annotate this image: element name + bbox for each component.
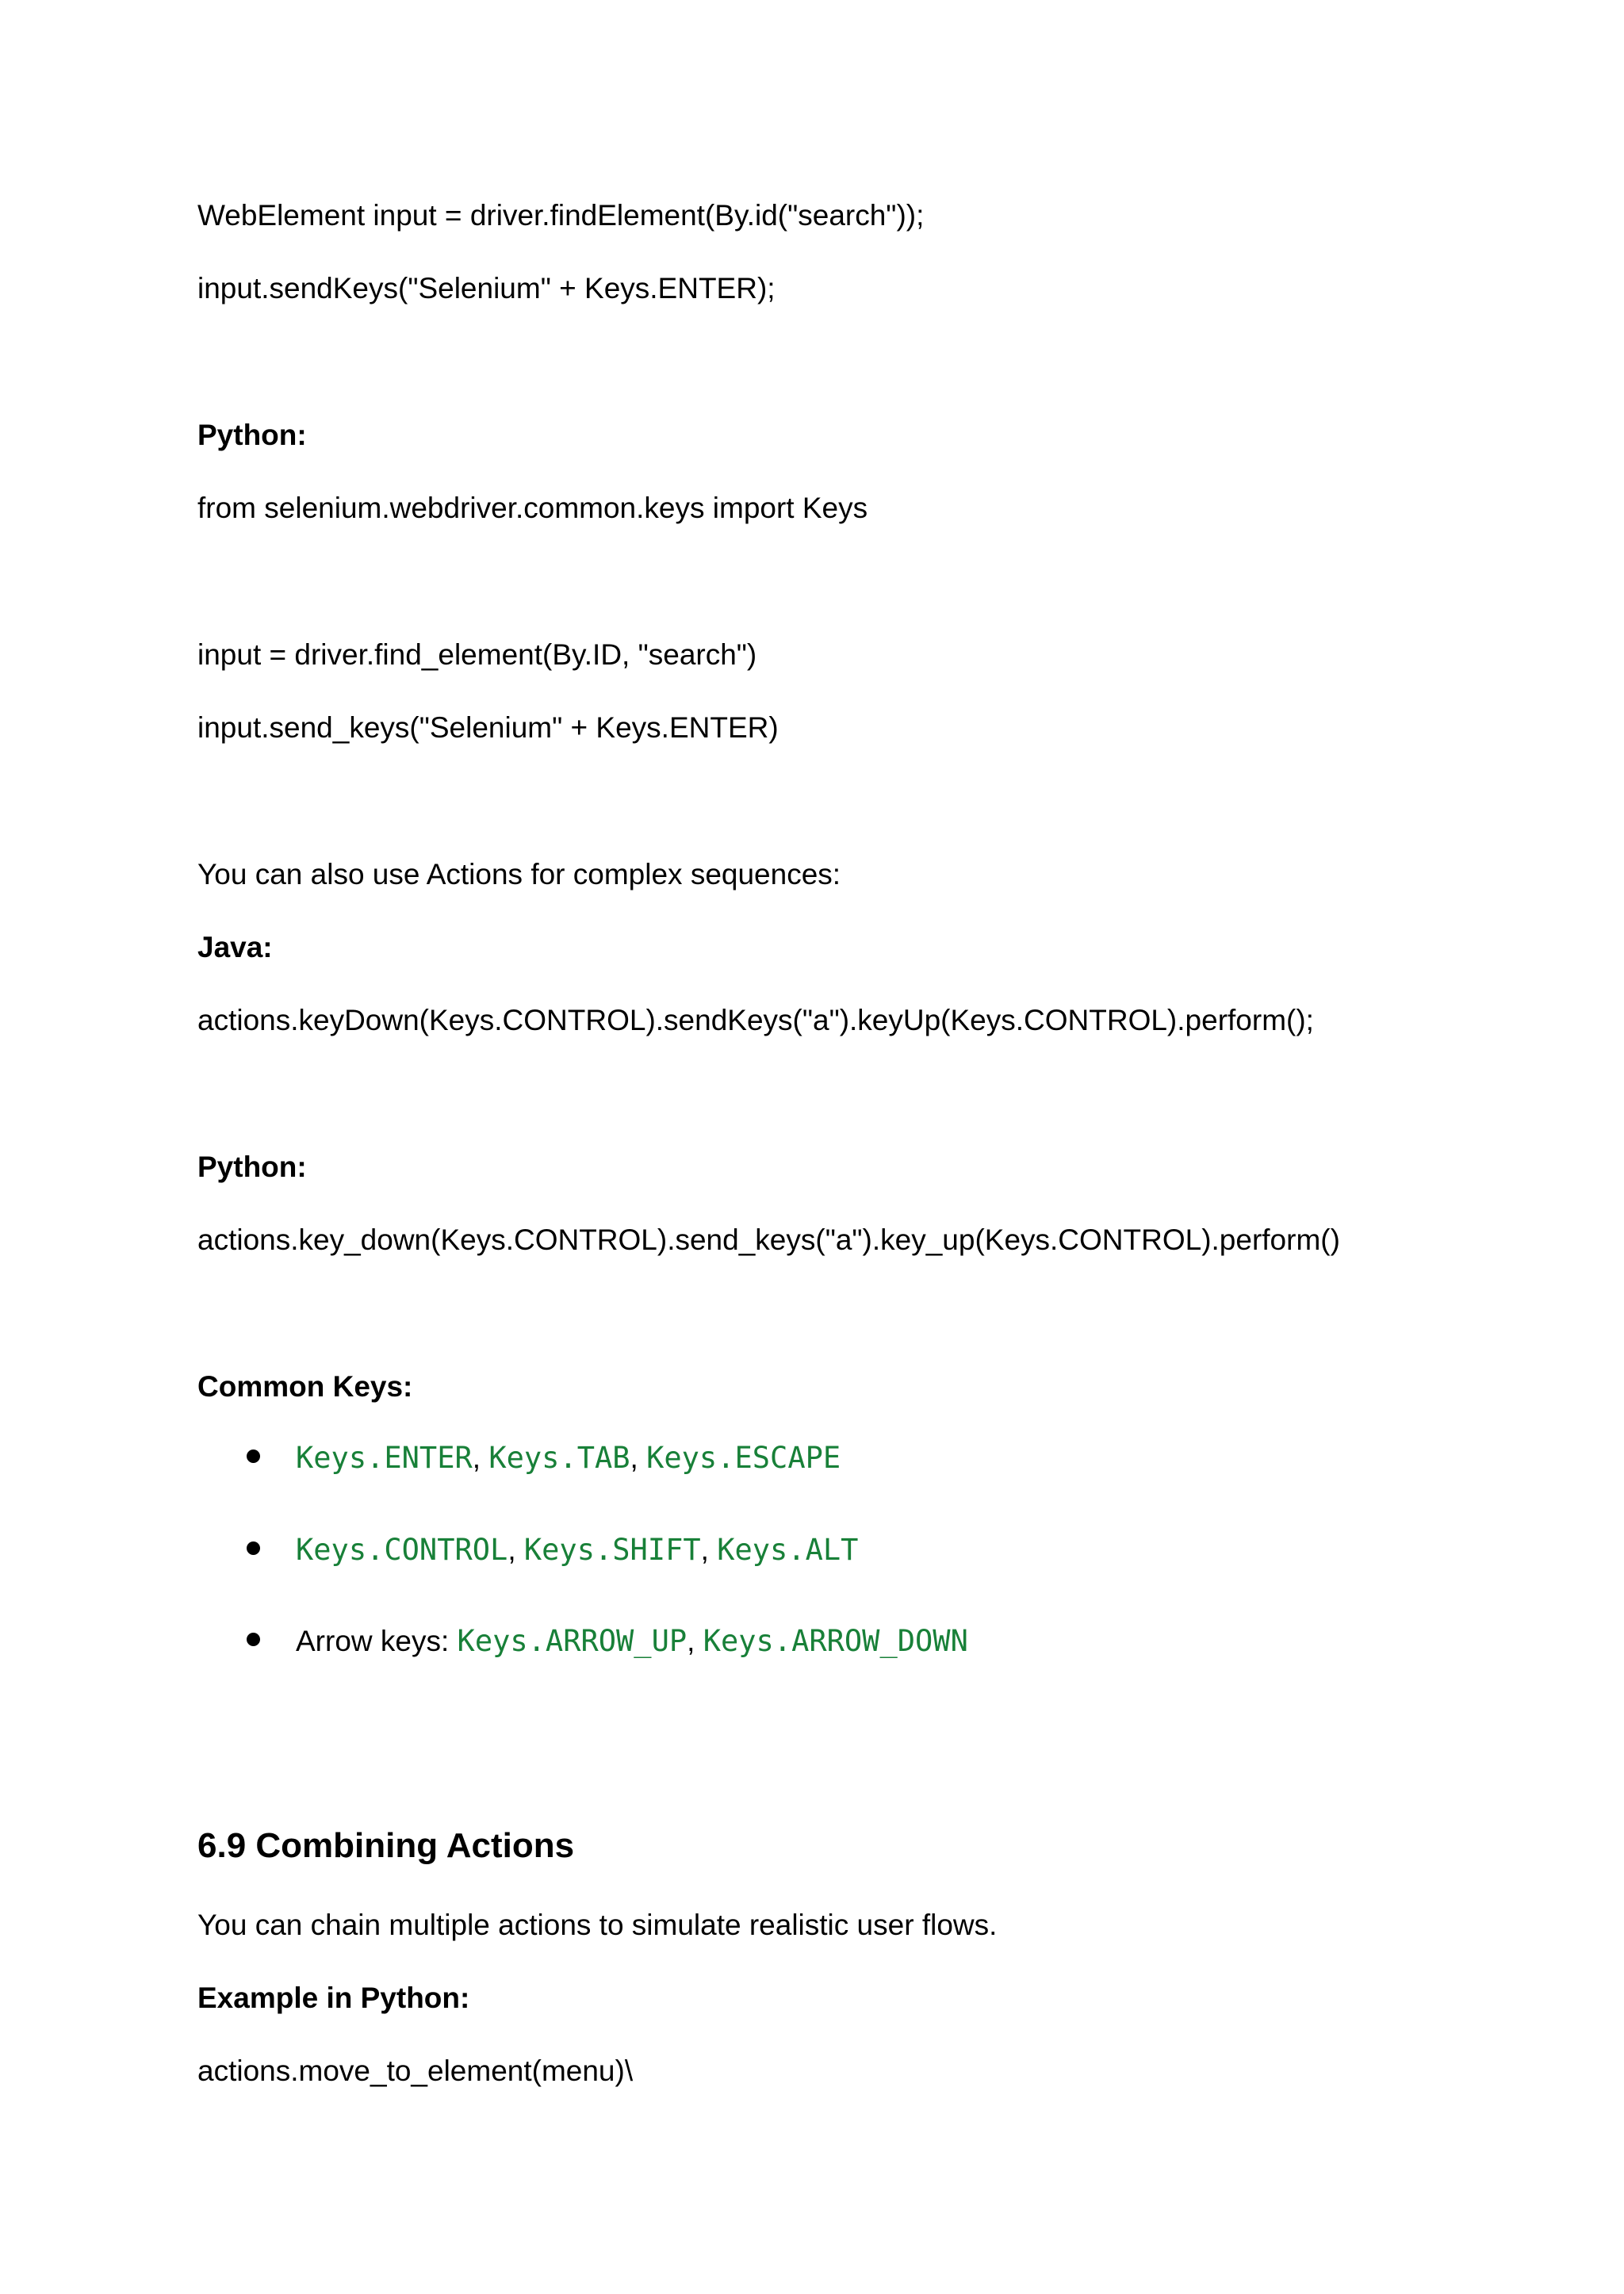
key-code: Keys.ESCAPE — [646, 1441, 841, 1475]
python-import-line: from selenium.webdriver.common.keys import Keys — [197, 492, 868, 524]
key-code: Keys.ARROW_DOWN — [703, 1624, 968, 1658]
bullet-content — [296, 1532, 858, 1568]
separator: , — [472, 1442, 489, 1474]
python-label: Python: — [197, 419, 307, 451]
separator: , — [630, 1442, 647, 1474]
python-actions-line: actions.key_down(Keys.CONTROL).send_keys("a").key_up(Keys.CONTROL).perform() — [197, 1224, 1340, 1256]
common-keys-label: Common Keys: — [197, 1370, 413, 1403]
python-input-line: input = driver.find_element(By.ID, "search") — [197, 638, 757, 671]
separator: , — [508, 1534, 524, 1566]
java-sendkeys-line: input.sendKeys("Selenium" + Keys.ENTER); — [197, 272, 776, 304]
bullet-prefix: Arrow keys: — [296, 1625, 458, 1657]
bullet-dot-icon — [247, 1450, 260, 1463]
actions-intro-paragraph: You can also use Actions for complex sequences: — [197, 858, 841, 890]
java-label: Java: — [197, 931, 273, 963]
bullet-dot-icon — [247, 1633, 260, 1646]
java-input-line: WebElement input = driver.findElement(By.id("search")); — [197, 199, 925, 232]
bullet-content — [296, 1440, 841, 1476]
python-label: Python: — [197, 1151, 307, 1183]
key-code: Keys.ARROW_UP — [457, 1624, 688, 1658]
separator: , — [687, 1625, 703, 1657]
example-label: Example in Python: — [197, 1982, 470, 2014]
section-intro-paragraph: You can chain multiple actions to simulate realistic user flows. — [197, 1909, 998, 1941]
bullet-content — [296, 1623, 968, 1660]
java-actions-line: actions.keyDown(Keys.CONTROL).sendKeys("a").keyUp(Keys.CONTROL).perform(); — [197, 1004, 1314, 1036]
python-sendkeys-line: input.send_keys("Selenium" + Keys.ENTER) — [197, 711, 779, 744]
separator: , — [700, 1534, 718, 1566]
key-code: Keys.ALT — [717, 1533, 859, 1567]
key-code: Keys.CONTROL — [296, 1533, 508, 1567]
bullet-dot-icon — [247, 1541, 260, 1555]
key-code: Keys.SHIFT — [523, 1533, 701, 1567]
section-heading: 6.9 Combining Actions — [197, 1826, 575, 1865]
key-code: Keys.TAB — [488, 1441, 630, 1475]
example-code-line: actions.move_to_element(menu)\ — [197, 2055, 634, 2087]
key-code: Keys.ENTER — [296, 1441, 473, 1475]
